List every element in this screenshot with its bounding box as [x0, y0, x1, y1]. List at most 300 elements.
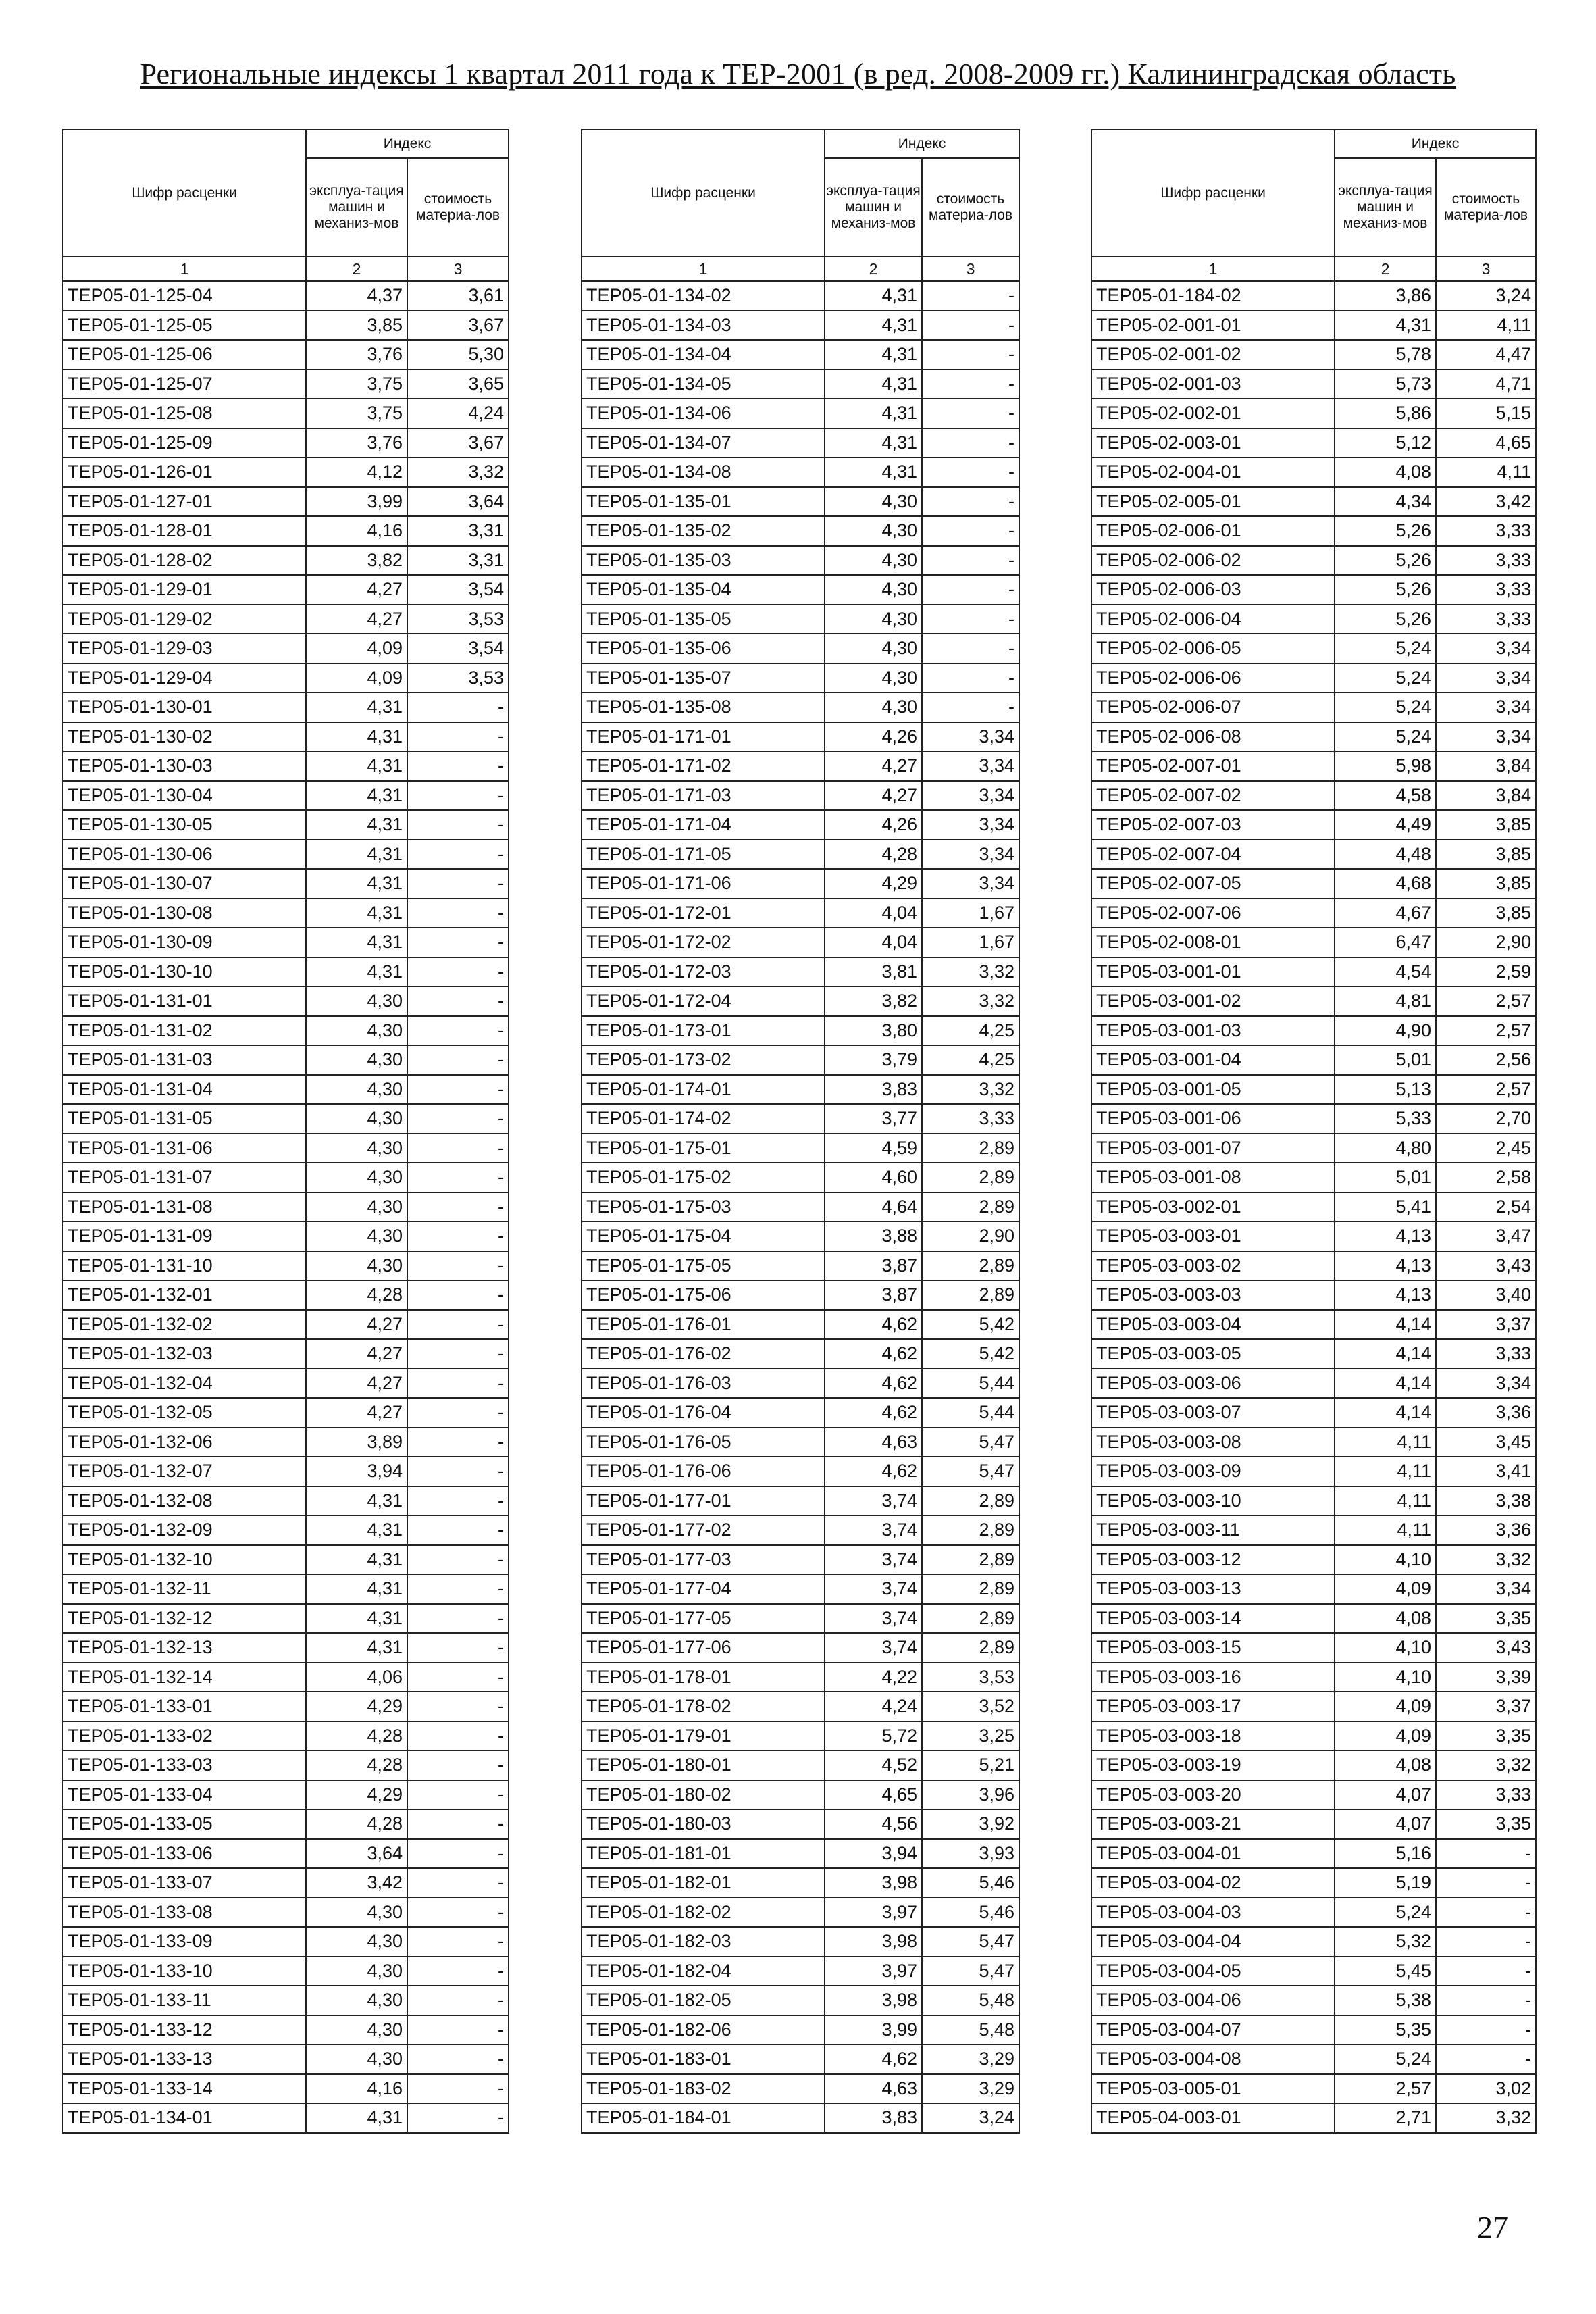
materials-index-cell: 3,32 — [1436, 2103, 1536, 2133]
machines-index-cell: 4,14 — [1335, 1369, 1436, 1399]
materials-index-cell: 2,57 — [1436, 1075, 1536, 1105]
table-row — [1091, 1222, 1536, 1251]
materials-index-cell: 3,33 — [922, 1104, 1019, 1134]
machines-index-cell: 4,27 — [306, 1339, 407, 1369]
materials-index-cell: 3,85 — [1436, 899, 1536, 928]
machines-index-cell: 4,04 — [825, 899, 922, 928]
materials-index-cell: - — [407, 1398, 509, 1428]
materials-index-cell: 2,90 — [922, 1222, 1019, 1251]
materials-index-cell: - — [407, 1457, 509, 1486]
materials-index-cell: 2,89 — [922, 1280, 1019, 1310]
materials-index-cell: 3,29 — [922, 2074, 1019, 2104]
rate-code-cell: ТЕР05-01-131-02 — [63, 1016, 306, 1046]
materials-index-cell: 3,53 — [407, 605, 509, 634]
materials-index-cell: - — [922, 399, 1019, 428]
machines-index-cell: 4,07 — [1335, 1780, 1436, 1810]
machines-index-cell: 3,79 — [825, 1045, 922, 1075]
materials-index-cell: 3,47 — [1436, 1222, 1536, 1251]
materials-index-cell: - — [922, 487, 1019, 517]
rate-code-cell: ТЕР05-01-129-02 — [63, 605, 306, 634]
materials-index-cell: 5,47 — [922, 1957, 1019, 1986]
rate-code-cell: ТЕР05-02-004-01 — [1091, 457, 1335, 487]
rate-code-cell: ТЕР05-01-131-03 — [63, 1045, 306, 1075]
materials-index-cell: 3,53 — [407, 663, 509, 693]
materials-index-cell: 3,25 — [922, 1721, 1019, 1751]
materials-index-cell: - — [407, 1222, 509, 1251]
rate-code-cell: ТЕР05-02-001-01 — [1091, 311, 1335, 341]
table-row — [582, 311, 1019, 341]
machines-index-cell: 3,94 — [306, 1457, 407, 1486]
rate-code-cell: ТЕР05-01-128-01 — [63, 516, 306, 546]
table-row — [1091, 1751, 1536, 1780]
table-row — [63, 516, 509, 546]
rate-code-cell: ТЕР05-01-127-01 — [63, 487, 306, 517]
table-row — [63, 663, 509, 693]
machines-index-cell: 4,31 — [306, 1515, 407, 1545]
materials-index-cell: 3,32 — [1436, 1545, 1536, 1575]
machines-index-cell: 4,52 — [825, 1751, 922, 1780]
machines-index-cell: 4,67 — [1335, 899, 1436, 928]
header-machines: эксплуа-тация машин и механиз-мов — [1335, 158, 1436, 257]
materials-index-cell: 5,21 — [922, 1751, 1019, 1780]
rate-code-cell: ТЕР05-01-132-01 — [63, 1280, 306, 1310]
materials-index-cell: 2,56 — [1436, 1045, 1536, 1075]
machines-index-cell: 4,28 — [306, 1721, 407, 1751]
materials-index-cell: 3,34 — [922, 840, 1019, 870]
table-row — [63, 722, 509, 752]
rate-code-cell: ТЕР05-01-131-07 — [63, 1163, 306, 1192]
table-row — [63, 575, 509, 605]
rate-code-cell: ТЕР05-01-174-01 — [582, 1075, 825, 1105]
rate-code-cell: ТЕР05-01-130-08 — [63, 899, 306, 928]
machines-index-cell: 4,26 — [825, 722, 922, 752]
machines-index-cell: 3,85 — [306, 311, 407, 341]
table-row — [582, 1428, 1019, 1457]
index-table-1 — [62, 129, 509, 2134]
table-row — [582, 516, 1019, 546]
machines-index-cell: 4,30 — [306, 1898, 407, 1928]
materials-index-cell: - — [407, 1780, 509, 1810]
materials-index-cell: 3,37 — [1436, 1692, 1536, 1721]
materials-index-cell: 5,47 — [922, 1927, 1019, 1957]
machines-index-cell: 5,32 — [1335, 1927, 1436, 1957]
rate-code-cell: ТЕР05-01-172-03 — [582, 957, 825, 987]
table-row — [63, 1134, 509, 1163]
materials-index-cell: - — [407, 1280, 509, 1310]
rate-code-cell: ТЕР05-03-001-02 — [1091, 986, 1335, 1016]
rate-code-cell: ТЕР05-01-182-01 — [582, 1868, 825, 1898]
materials-index-cell: - — [407, 840, 509, 870]
materials-index-cell: 2,89 — [922, 1486, 1019, 1516]
machines-index-cell: 5,26 — [1335, 575, 1436, 605]
rate-code-cell: ТЕР05-02-007-05 — [1091, 869, 1335, 899]
machines-index-cell: 4,16 — [306, 516, 407, 546]
materials-index-cell: - — [407, 810, 509, 840]
machines-index-cell: 4,31 — [306, 751, 407, 781]
rate-code-cell: ТЕР05-02-001-02 — [1091, 340, 1335, 370]
table-row — [63, 1839, 509, 1869]
materials-index-cell: 5,42 — [922, 1310, 1019, 1340]
rate-code-cell: ТЕР05-01-133-05 — [63, 1809, 306, 1839]
rate-code-cell: ТЕР05-01-130-03 — [63, 751, 306, 781]
table-row — [582, 899, 1019, 928]
materials-index-cell: 2,89 — [922, 1192, 1019, 1222]
table-row — [1091, 1604, 1536, 1634]
materials-index-cell: - — [407, 1104, 509, 1134]
rate-code-cell: ТЕР05-01-128-02 — [63, 546, 306, 576]
rate-code-cell: ТЕР05-02-005-01 — [1091, 487, 1335, 517]
index-table-3 — [1091, 129, 1537, 2134]
table-row — [1091, 1574, 1536, 1604]
rate-code-cell: ТЕР05-03-003-21 — [1091, 1809, 1335, 1839]
table-row — [1091, 516, 1536, 546]
materials-index-cell: - — [407, 693, 509, 722]
materials-index-cell: - — [1436, 1898, 1536, 1928]
table-row — [1091, 1134, 1536, 1163]
table-row — [63, 634, 509, 663]
machines-index-cell: 4,30 — [306, 1104, 407, 1134]
rate-code-cell: ТЕР05-01-132-09 — [63, 1515, 306, 1545]
rate-code-cell: ТЕР05-01-134-02 — [582, 281, 825, 311]
rate-code-cell: ТЕР05-03-003-02 — [1091, 1251, 1335, 1281]
rate-code-cell: ТЕР05-03-003-10 — [1091, 1486, 1335, 1516]
table-row — [1091, 1898, 1536, 1928]
machines-index-cell: 4,30 — [306, 1045, 407, 1075]
rate-code-cell: ТЕР05-01-133-09 — [63, 1927, 306, 1957]
machines-index-cell: 4,30 — [306, 1075, 407, 1105]
table-row — [582, 1986, 1019, 2015]
machines-index-cell: 3,74 — [825, 1486, 922, 1516]
materials-index-cell: - — [407, 1898, 509, 1928]
materials-index-cell: - — [407, 1574, 509, 1604]
machines-index-cell: 3,76 — [306, 428, 407, 458]
rate-code-cell: ТЕР05-01-125-08 — [63, 399, 306, 428]
machines-index-cell: 3,75 — [306, 399, 407, 428]
materials-index-cell: 3,36 — [1436, 1398, 1536, 1428]
table-row — [63, 1721, 509, 1751]
materials-index-cell: - — [922, 311, 1019, 341]
machines-index-cell: 4,31 — [825, 311, 922, 341]
table-row — [1091, 1251, 1536, 1281]
machines-index-cell: 4,30 — [306, 1222, 407, 1251]
materials-index-cell: 2,89 — [922, 1574, 1019, 1604]
machines-index-cell: 5,01 — [1335, 1045, 1436, 1075]
rate-code-cell: ТЕР05-01-176-01 — [582, 1310, 825, 1340]
machines-index-cell: 4,31 — [825, 457, 922, 487]
machines-index-cell: 4,31 — [825, 370, 922, 399]
materials-index-cell: 3,43 — [1436, 1251, 1536, 1281]
rate-code-cell: ТЕР05-01-129-03 — [63, 634, 306, 663]
materials-index-cell: - — [407, 1868, 509, 1898]
table-row — [582, 487, 1019, 517]
materials-index-cell: - — [407, 781, 509, 811]
materials-index-cell: 3,31 — [407, 516, 509, 546]
header-col-1: 1 — [582, 257, 825, 281]
table-row — [1091, 370, 1536, 399]
materials-index-cell: 5,47 — [922, 1457, 1019, 1486]
materials-index-cell: - — [407, 1016, 509, 1046]
table-row — [582, 1839, 1019, 1869]
table-row — [1091, 663, 1536, 693]
rate-code-cell: ТЕР05-01-129-04 — [63, 663, 306, 693]
machines-index-cell: 4,62 — [825, 1398, 922, 1428]
table-row — [582, 1780, 1019, 1810]
rate-code-cell: ТЕР05-01-130-01 — [63, 693, 306, 722]
rate-code-cell: ТЕР05-03-003-09 — [1091, 1457, 1335, 1486]
machines-index-cell: 4,10 — [1335, 1663, 1436, 1692]
rate-code-cell: ТЕР05-01-133-08 — [63, 1898, 306, 1928]
materials-index-cell: 3,34 — [922, 869, 1019, 899]
rate-code-cell: ТЕР05-01-132-12 — [63, 1604, 306, 1634]
materials-index-cell: 5,44 — [922, 1369, 1019, 1399]
table-row — [582, 869, 1019, 899]
table-row — [1091, 1545, 1536, 1575]
materials-index-cell: - — [407, 2074, 509, 2104]
materials-index-cell: - — [407, 1986, 509, 2015]
rate-code-cell: ТЕР05-01-184-01 — [582, 2103, 825, 2133]
materials-index-cell: - — [407, 1692, 509, 1721]
rate-code-cell: ТЕР05-01-176-02 — [582, 1339, 825, 1369]
rate-code-cell: ТЕР05-01-177-01 — [582, 1486, 825, 1516]
materials-index-cell: 3,45 — [1436, 1428, 1536, 1457]
machines-index-cell: 4,29 — [306, 1692, 407, 1721]
table-row — [1091, 751, 1536, 781]
machines-index-cell: 4,31 — [306, 1604, 407, 1634]
machines-index-cell: 3,80 — [825, 1016, 922, 1046]
machines-index-cell: 4,54 — [1335, 957, 1436, 987]
table-row — [1091, 1986, 1536, 2015]
materials-index-cell: 3,53 — [922, 1663, 1019, 1692]
table-row — [63, 1310, 509, 1340]
materials-index-cell: 3,65 — [407, 370, 509, 399]
rate-code-cell: ТЕР05-03-003-18 — [1091, 1721, 1335, 1751]
table-row — [1091, 722, 1536, 752]
machines-index-cell: 4,63 — [825, 1428, 922, 1457]
table-row — [63, 1045, 509, 1075]
rate-code-cell: ТЕР05-01-133-03 — [63, 1751, 306, 1780]
materials-index-cell: 3,34 — [1436, 722, 1536, 752]
materials-index-cell: 3,52 — [922, 1692, 1019, 1721]
header-col-3: 3 — [1436, 257, 1536, 281]
rate-code-cell: ТЕР05-02-006-03 — [1091, 575, 1335, 605]
materials-index-cell: 3,67 — [407, 428, 509, 458]
machines-index-cell: 2,71 — [1335, 2103, 1436, 2133]
table-row — [1091, 634, 1536, 663]
materials-index-cell: 4,11 — [1436, 457, 1536, 487]
rate-code-cell: ТЕР05-01-173-01 — [582, 1016, 825, 1046]
materials-index-cell: - — [407, 1957, 509, 1986]
rate-code-cell: ТЕР05-01-134-07 — [582, 428, 825, 458]
rate-code-cell: ТЕР05-03-001-04 — [1091, 1045, 1335, 1075]
rate-code-cell: ТЕР05-01-130-10 — [63, 957, 306, 987]
table-row — [582, 1339, 1019, 1369]
materials-index-cell: 3,02 — [1436, 2074, 1536, 2104]
rate-code-cell: ТЕР05-01-172-04 — [582, 986, 825, 1016]
rate-code-cell: ТЕР05-01-125-05 — [63, 311, 306, 341]
rate-code-cell: ТЕР05-01-172-01 — [582, 899, 825, 928]
machines-index-cell: 3,98 — [825, 1868, 922, 1898]
rate-code-cell: ТЕР05-01-125-06 — [63, 340, 306, 370]
rate-code-cell: ТЕР05-01-135-01 — [582, 487, 825, 517]
table-row — [582, 840, 1019, 870]
table-row — [582, 1515, 1019, 1545]
materials-index-cell: - — [407, 2044, 509, 2074]
rate-code-cell: ТЕР05-01-134-04 — [582, 340, 825, 370]
materials-index-cell: 3,54 — [407, 634, 509, 663]
rate-code-cell: ТЕР05-01-131-04 — [63, 1075, 306, 1105]
table-row — [582, 810, 1019, 840]
rate-code-cell: ТЕР05-02-006-04 — [1091, 605, 1335, 634]
table-row — [63, 546, 509, 576]
materials-index-cell: - — [1436, 1839, 1536, 1869]
table-row — [1091, 2074, 1536, 2104]
machines-index-cell: 3,74 — [825, 1604, 922, 1634]
machines-index-cell: 4,58 — [1335, 781, 1436, 811]
machines-index-cell: 5,86 — [1335, 399, 1436, 428]
materials-index-cell: 3,85 — [1436, 869, 1536, 899]
materials-index-cell: 3,33 — [1436, 605, 1536, 634]
materials-index-cell: - — [1436, 2044, 1536, 2074]
rate-code-cell: ТЕР05-01-131-01 — [63, 986, 306, 1016]
machines-index-cell: 5,24 — [1335, 722, 1436, 752]
materials-index-cell: 3,32 — [922, 1075, 1019, 1105]
table-row — [63, 1016, 509, 1046]
table-row — [582, 1604, 1019, 1634]
table-row — [63, 1927, 509, 1957]
materials-index-cell: 3,24 — [1436, 281, 1536, 311]
table-row — [63, 2103, 509, 2133]
machines-index-cell: 4,56 — [825, 1809, 922, 1839]
rate-code-cell: ТЕР05-03-003-07 — [1091, 1398, 1335, 1428]
table-row — [582, 1457, 1019, 1486]
materials-index-cell: 4,11 — [1436, 311, 1536, 341]
materials-index-cell: 3,29 — [922, 2044, 1019, 2074]
materials-index-cell: 3,34 — [1436, 693, 1536, 722]
table-row — [582, 1280, 1019, 1310]
machines-index-cell: 4,31 — [825, 399, 922, 428]
machines-index-cell: 4,22 — [825, 1663, 922, 1692]
table-row — [582, 1016, 1019, 1046]
rate-code-cell: ТЕР05-01-173-02 — [582, 1045, 825, 1075]
rate-code-cell: ТЕР05-02-007-01 — [1091, 751, 1335, 781]
materials-index-cell: 3,38 — [1436, 1486, 1536, 1516]
rate-code-cell: ТЕР05-01-130-05 — [63, 810, 306, 840]
materials-index-cell: 2,89 — [922, 1134, 1019, 1163]
table-row — [1091, 1839, 1536, 1869]
table-row — [63, 986, 509, 1016]
materials-index-cell: 2,70 — [1436, 1104, 1536, 1134]
materials-index-cell: - — [407, 2103, 509, 2133]
rate-code-cell: ТЕР05-01-135-07 — [582, 663, 825, 693]
table-row — [1091, 2015, 1536, 2045]
machines-index-cell: 4,81 — [1335, 986, 1436, 1016]
rate-code-cell: ТЕР05-01-178-01 — [582, 1663, 825, 1692]
materials-index-cell: 3,84 — [1436, 781, 1536, 811]
table-row — [582, 428, 1019, 458]
machines-index-cell: 4,30 — [825, 663, 922, 693]
machines-index-cell: 4,28 — [306, 1751, 407, 1780]
rate-code-cell: ТЕР05-01-176-05 — [582, 1428, 825, 1457]
table-row — [582, 1545, 1019, 1575]
rate-code-cell: ТЕР05-01-125-09 — [63, 428, 306, 458]
materials-index-cell: 3,93 — [922, 1839, 1019, 1869]
materials-index-cell: 3,34 — [922, 722, 1019, 752]
machines-index-cell: 3,97 — [825, 1957, 922, 1986]
materials-index-cell: 3,64 — [407, 487, 509, 517]
machines-index-cell: 4,11 — [1335, 1515, 1436, 1545]
machines-index-cell: 4,27 — [306, 1310, 407, 1340]
header-col-2: 2 — [825, 257, 922, 281]
table-row — [63, 2044, 509, 2074]
machines-index-cell: 3,83 — [825, 2103, 922, 2133]
materials-index-cell: - — [407, 899, 509, 928]
rate-code-cell: ТЕР05-03-003-19 — [1091, 1751, 1335, 1780]
header-index: Индекс — [825, 130, 1019, 158]
materials-index-cell: 3,34 — [1436, 663, 1536, 693]
machines-index-cell: 3,88 — [825, 1222, 922, 1251]
rate-code-cell: ТЕР05-01-135-05 — [582, 605, 825, 634]
rate-code-cell: ТЕР05-01-132-10 — [63, 1545, 306, 1575]
machines-index-cell: 5,41 — [1335, 1192, 1436, 1222]
materials-index-cell: 4,25 — [922, 1045, 1019, 1075]
machines-index-cell: 3,74 — [825, 1515, 922, 1545]
rate-code-cell: ТЕР05-04-003-01 — [1091, 2103, 1335, 2133]
header-materials: стоимость материа-лов — [407, 158, 509, 257]
table-row — [1091, 957, 1536, 987]
machines-index-cell: 4,31 — [306, 810, 407, 840]
rate-code-cell: ТЕР05-01-175-01 — [582, 1134, 825, 1163]
table-row — [582, 693, 1019, 722]
machines-index-cell: 4,31 — [306, 869, 407, 899]
rate-code-cell: ТЕР05-02-001-03 — [1091, 370, 1335, 399]
rate-code-cell: ТЕР05-01-177-02 — [582, 1515, 825, 1545]
materials-index-cell: 3,33 — [1436, 546, 1536, 576]
materials-index-cell: 3,34 — [922, 751, 1019, 781]
machines-index-cell: 3,94 — [825, 1839, 922, 1869]
header-machines: эксплуа-тация машин и механиз-мов — [306, 158, 407, 257]
rate-code-cell: ТЕР05-01-176-04 — [582, 1398, 825, 1428]
rate-code-cell: ТЕР05-01-178-02 — [582, 1692, 825, 1721]
table-row — [1091, 311, 1536, 341]
materials-index-cell: 3,33 — [1436, 1780, 1536, 1810]
materials-index-cell: 3,34 — [922, 781, 1019, 811]
rate-code-cell: ТЕР05-03-004-04 — [1091, 1927, 1335, 1957]
materials-index-cell: - — [407, 1839, 509, 1869]
machines-index-cell: 4,31 — [306, 899, 407, 928]
machines-index-cell: 3,98 — [825, 1986, 922, 2015]
table-row — [582, 986, 1019, 1016]
machines-index-cell: 4,31 — [1335, 311, 1436, 341]
machines-index-cell: 4,27 — [825, 781, 922, 811]
rate-code-cell: ТЕР05-01-133-13 — [63, 2044, 306, 2074]
table-row — [582, 546, 1019, 576]
table-row — [582, 2074, 1019, 2104]
table-row — [1091, 1515, 1536, 1545]
table-row — [582, 457, 1019, 487]
rate-code-cell: ТЕР05-01-133-10 — [63, 1957, 306, 1986]
rate-code-cell: ТЕР05-01-132-04 — [63, 1369, 306, 1399]
rate-code-cell: ТЕР05-01-131-08 — [63, 1192, 306, 1222]
machines-index-cell: 5,38 — [1335, 1986, 1436, 2015]
table-row — [582, 1163, 1019, 1192]
materials-index-cell: - — [407, 1192, 509, 1222]
rate-code-cell: ТЕР05-03-004-01 — [1091, 1839, 1335, 1869]
rate-code-cell: ТЕР05-03-003-17 — [1091, 1692, 1335, 1721]
rate-code-cell: ТЕР05-01-183-01 — [582, 2044, 825, 2074]
table-row — [582, 634, 1019, 663]
rate-code-cell: ТЕР05-01-125-04 — [63, 281, 306, 311]
machines-index-cell: 5,26 — [1335, 516, 1436, 546]
